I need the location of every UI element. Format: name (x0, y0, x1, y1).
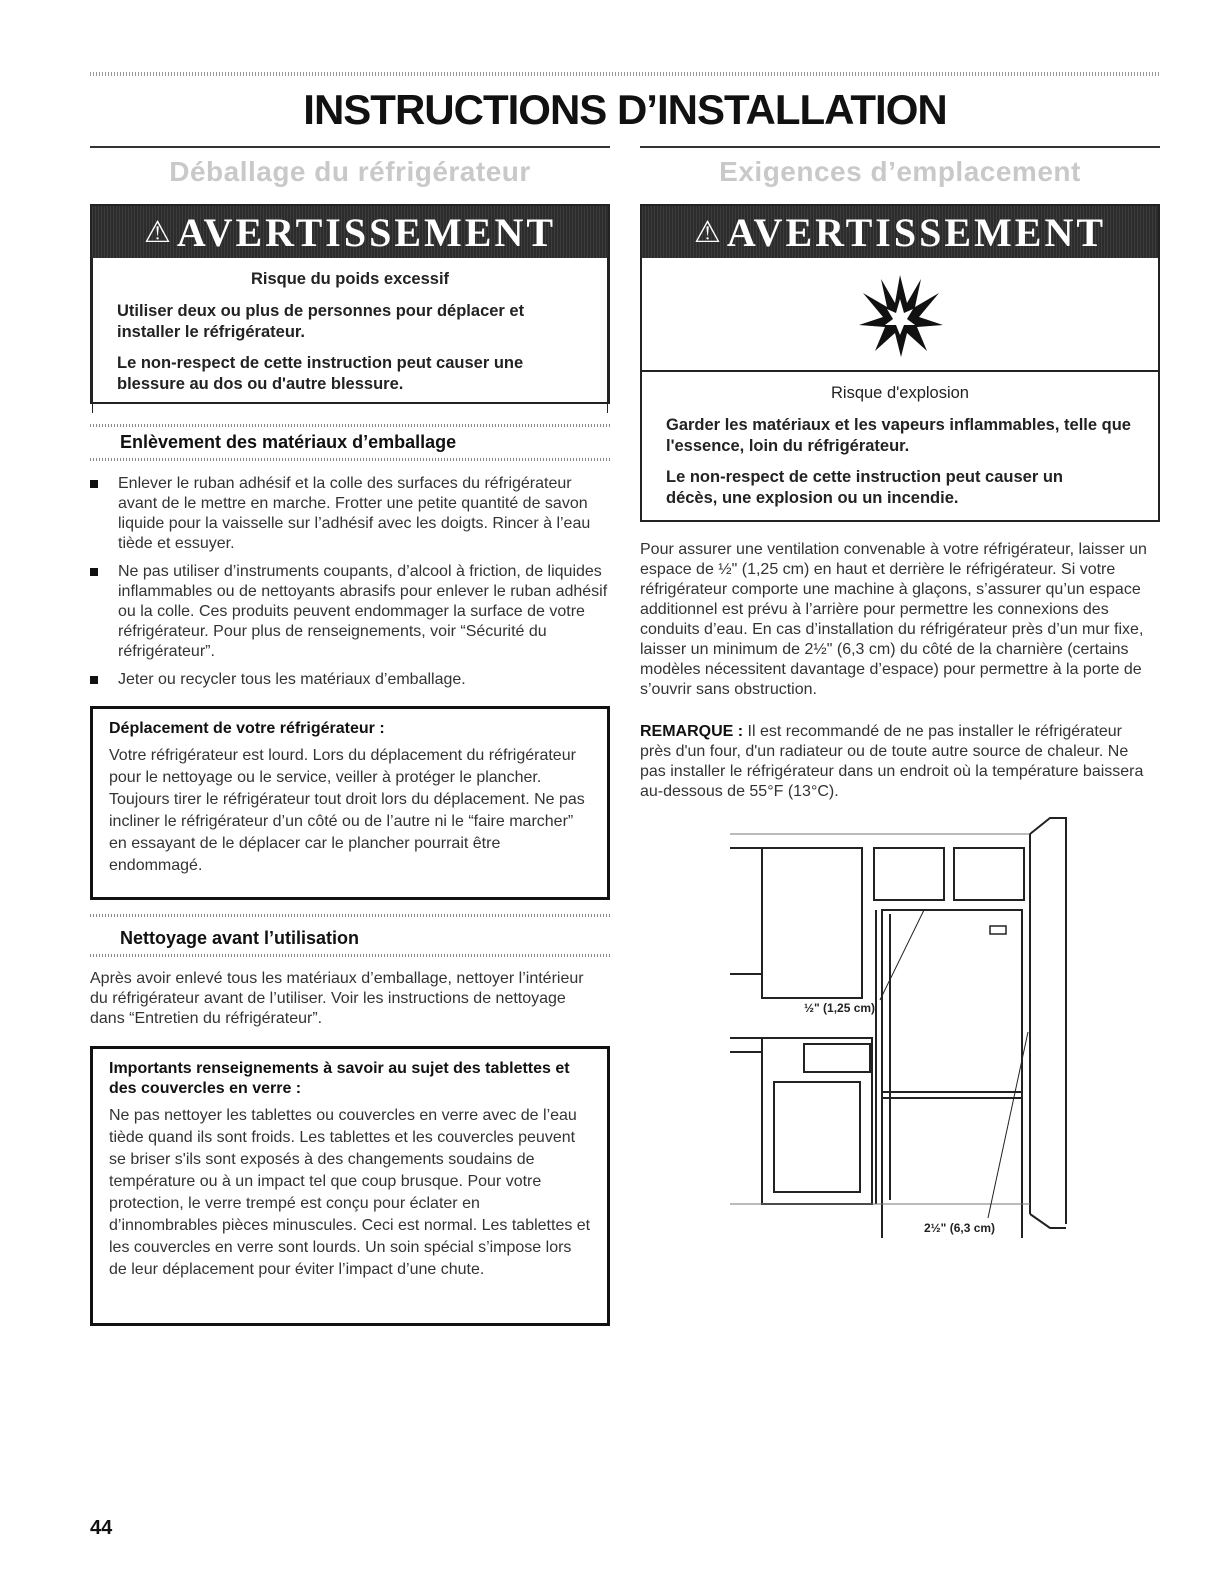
warning-text (92, 258, 608, 413)
cleaning-heading: Nettoyage avant l’utilisation (120, 928, 360, 948)
dotted-rule (90, 424, 610, 427)
explosion-warning-box (640, 204, 1160, 522)
warning-triangle-icon: ⚠ (693, 214, 721, 250)
packaging-list (90, 474, 610, 698)
warning-banner-label: AVERTISSEMENT (726, 209, 1107, 255)
ventilation-paragraph: Pour assurer une ventilation convenable à votre réfrigérateur, laisser un espace de ½" (1,25 cm) en haut et derrière le réfrigérateur. Si votre réfrigérateur comporte une machine à glaçons, s’assurer qu’un espace additionnel est prévu à l’arrière pour permettre les connexions des conduits d’eau. En cas d’installation du réfrigérateur près d’un mur fixe, laisser un minimum de 2½" (6,3 cm) du côté de la charnière (certains modèles nécessitent davantage d’espace) pour permettre à la porte de s’ouvrir sans obstruction. (640, 541, 1147, 698)
right-section-title: Exigences d’emplacement (719, 156, 1081, 187)
left-column-rule (90, 146, 610, 148)
glass-box-title: Importants renseignements à savoir au sujet des tablettes et des couvercles en verre : (109, 1060, 570, 1097)
clearance-top-label: ½" (1,25 cm) (804, 1001, 876, 1015)
left-section-title: Déballage du réfrigérateur (169, 156, 531, 187)
remark-text: Il est recommandé de ne pas installer le réfrigérateur près d'un four, d'un radiateur ou de toute autre source de chaleur. Ne pas installer le réfrigérateur dans un endroit où la température baissera au-dessous de 55°F (13°C). (640, 723, 1144, 800)
warning-banner (642, 206, 1158, 258)
dotted-rule (90, 954, 610, 957)
clearance-diagram (700, 814, 1080, 1238)
page-title: INSTRUCTIONS D’INSTALLATION (303, 86, 947, 133)
warning-banner-label: AVERTISSEMENT (176, 209, 557, 255)
warning-line-1: Utiliser deux ou plus de personnes pour déplacer et installer le réfrigérateur. (117, 302, 525, 341)
dotted-rule (90, 914, 610, 917)
warning-line-1: Garder les matériaux et les vapeurs inflammables, telle que l'essence, loin du réfrigérateur. (666, 416, 1131, 455)
warning-line-2: Le non-respect de cette instruction peut causer une blessure au dos ou d'autre blessure. (117, 354, 524, 393)
warning-banner (92, 206, 608, 258)
explosion-icon (855, 269, 945, 359)
dotted-rule (90, 458, 610, 461)
warning-triangle-icon: ⚠ (143, 214, 171, 250)
glass-info-box (90, 1046, 610, 1326)
remark-label: REMARQUE : (640, 723, 744, 740)
top-dotted-rule (90, 72, 1160, 76)
list-item: Ne pas utiliser d’instruments coupants, d’alcool à friction, de liquides inflammables ou de nettoyants abrasifs pour enlever le ruban adhésif ou la colle. Ces produits peuvent endommager la surface de votre réfrigérateur. Pour plus de renseignements, voir “Sécurité du réfrigérateur”. (90, 562, 610, 662)
moving-box-body: Votre réfrigérateur est lourd. Lors du déplacement du réfrigérateur pour le nettoyage ou le service, veiller à protéger le plancher. Toujours tirer le réfrigérateur tout droit lors du déplacement. Ne pas incliner le réfrigérateur d’un côté ou de l’autre ni le “faire marcher” en essayant de le déplacer car le plancher pourrait être endommagé. (109, 747, 585, 874)
page-number: 44 (90, 1517, 113, 1539)
list-item: Jeter ou recycler tous les matériaux d’emballage. (90, 670, 610, 690)
weight-warning-box (90, 204, 610, 404)
warning-risk: Risque d'explosion (831, 384, 969, 402)
moving-box-title: Déplacement de votre réfrigérateur : (109, 720, 385, 737)
right-column-rule (640, 146, 1160, 148)
list-item: Enlever le ruban adhésif et la colle des surfaces du réfrigérateur avant de le mettre en marche. Frotter une petite quantité de savon liquide pour la vaisselle sur l’adhésif avec les doigts. Rincer à l’eau tiède et essuyer. (90, 474, 610, 554)
warning-text (642, 372, 1158, 527)
moving-info-box (90, 706, 610, 900)
warning-line-2: Le non-respect de cette instruction peut causer un décès, une explosion ou un incendie. (666, 468, 1063, 507)
warning-risk: Risque du poids excessif (250, 270, 450, 288)
explosion-icon-panel (642, 258, 1158, 372)
cleaning-paragraph: Après avoir enlevé tous les matériaux d’emballage, nettoyer l’intérieur du réfrigérateur avant de l’utiliser. Voir les instructions de nettoyage dans “Entretien du réfrigérateur”. (90, 970, 584, 1027)
packaging-heading: Enlèvement des matériaux d’emballage (120, 432, 457, 452)
remark-paragraph (640, 722, 1156, 802)
clearance-side-label: 2½" (6,3 cm) (924, 1221, 996, 1235)
glass-box-body: Ne pas nettoyer les tablettes ou couvercles en verre avec de l’eau tiède quand ils sont froids. Les tablettes et les couvercles peuvent se briser s'ils sont exposés à des changements soudains de température ou à un impact tel que coup brusque. Pour votre protection, le verre trempé est conçu pour éclater en d’innombrables pièces minuscules. Ceci est normal. Les tablettes et les couvercles en verre sont lourds. Un soin spécial s’impose lors de leur déplacement pour éviter l’impact d’une chute. (109, 1107, 591, 1278)
